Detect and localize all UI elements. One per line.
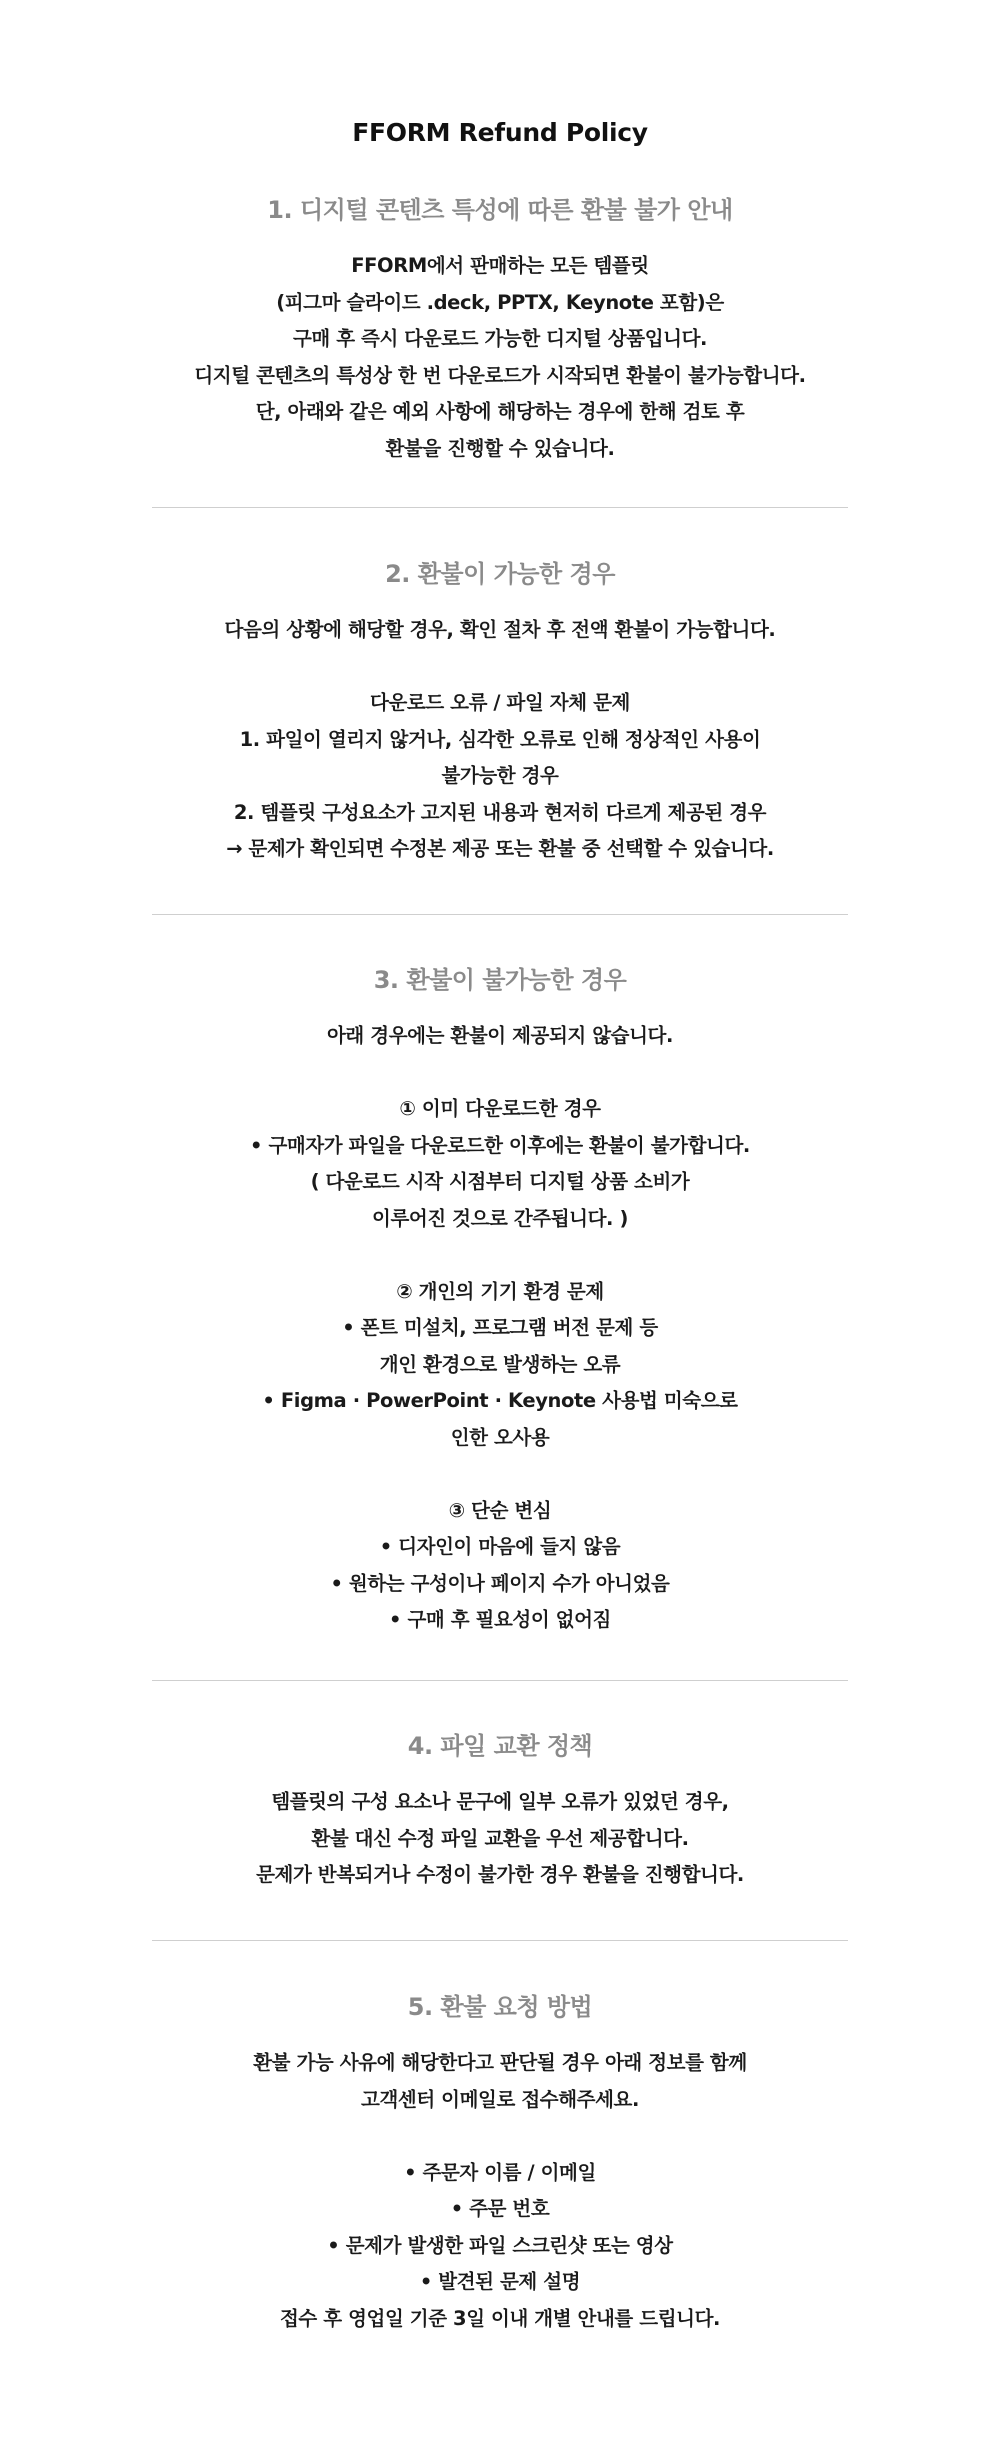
section-title: 1. 디지털 콘텐츠 특성에 따른 환불 불가 안내 [267,196,733,224]
section-file-exchange [0,1730,1000,1894]
section-refund-possible [0,558,1000,868]
section-text-line: 불가능한 경우 [441,764,559,787]
bullet-item: • 디자인이 마음에 들지 않음 [379,1535,621,1558]
section-text-line: 환불 가능 사유에 해당한다고 판단될 경우 아래 정보를 함께 [253,2051,747,2074]
bullet-item: • 문제가 발생한 파일 스크린샷 또는 영상 [327,2233,673,2257]
section-subheading: ② 개인의 기기 환경 문제 [396,1279,604,1303]
section-divider [152,1940,848,1941]
section-divider [152,507,848,508]
bullet-item: • 구매자가 파일을 다운로드한 이후에는 환불이 불가합니다. [250,1133,750,1157]
section-text-line: 단, 아래와 같은 예외 사항에 해당하는 경우에 한해 검토 후 [255,400,745,423]
section-text-line: 고객센터 이메일로 접수해주세요. [361,2087,639,2111]
blank-line [0,649,1000,686]
bullet-item: • 주문자 이름 / 이메일 [404,2160,596,2184]
section-refund-impossible [0,964,1000,1639]
section-text-line: 개인 환경으로 발생하는 오류 [379,1352,621,1376]
section-text-line: 1. 파일이 열리지 않거나, 심각한 오류로 인해 정상적인 사용이 [239,727,761,751]
section-digital-content [0,194,1000,467]
section-text-line: 다음의 상황에 해당할 경우, 확인 절차 후 전액 환불이 가능합니다. [224,618,776,641]
bullet-item: • Figma · PowerPoint · Keynote 사용법 미숙으로 [262,1389,738,1412]
section-text-line: (피그마 슬라이드 .deck, PPTX, Keynote 포함)은 [276,290,724,314]
blank-line [0,1456,1000,1493]
bullet-item: • 주문 번호 [450,2197,550,2220]
section-text-line: 문제가 반복되거나 수정이 불가한 경우 환불을 진행합니다. [256,1863,744,1886]
section-text-line: FFORM에서 판매하는 모든 템플릿 [351,254,649,277]
section-title: 3. 환불이 불가능한 경우 [373,966,627,994]
section-divider [152,1680,848,1681]
section-text-line: 디지털 콘텐츠의 특성상 한 번 다운로드가 시작되면 환불이 불가능합니다. [194,363,806,387]
section-text-line: 템플릿의 구성 요소나 문구에 일부 오류가 있었던 경우, [271,1790,729,1813]
section-subheading: ③ 단순 변심 [448,1498,552,1522]
blank-line [0,2118,1000,2155]
section-title: 5. 환불 요청 방법 [407,1993,593,2021]
section-divider [152,914,848,915]
section-text-line: 환불 대신 수정 파일 교환을 우선 제공합니다. [311,1826,689,1850]
section-text-line: 접수 후 영업일 기준 3일 이내 개별 안내를 드립니다. [279,2306,721,2330]
section-text-line: 구매 후 즉시 다운로드 가능한 디지털 상품입니다. [292,327,708,350]
section-subheading: ① 이미 다운로드한 경우 [399,1097,601,1120]
section-title: 2. 환불이 가능한 경우 [385,560,615,588]
bullet-item: • 원하는 구성이나 페이지 수가 아니었음 [330,1571,670,1595]
section-text-line: ( 다운로드 시작 시점부터 디지털 상품 소비가 [310,1170,690,1193]
section-text-line: 환불을 진행할 수 있습니다. [385,436,615,460]
section-title: 4. 파일 교환 정책 [407,1732,593,1760]
bullet-item: • 구매 후 필요성이 없어짐 [389,1608,611,1631]
section-refund-request [0,1991,1000,2337]
section-text-line: → 문제가 확인되면 수정본 제공 또는 환불 중 선택할 수 있습니다. [226,837,774,860]
blank-line [0,1055,1000,1092]
section-text-line: 이루어진 것으로 간주됩니다. ) [372,1206,628,1230]
section-subheading: 다운로드 오류 / 파일 자체 문제 [370,691,630,714]
page-title: FFORM Refund Policy [352,118,648,147]
section-text-line: 2. 템플릿 구성요소가 고지된 내용과 현저히 다르게 제공된 경우 [233,800,767,824]
section-text-line: 아래 경우에는 환불이 제공되지 않습니다. [327,1024,673,1047]
section-text-line: 인한 오사용 [450,1425,550,1449]
bullet-item: • 폰트 미설치, 프로그램 버전 문제 등 [342,1316,658,1339]
blank-line [0,1237,1000,1274]
bullet-item: • 발견된 문제 설명 [419,2270,581,2293]
